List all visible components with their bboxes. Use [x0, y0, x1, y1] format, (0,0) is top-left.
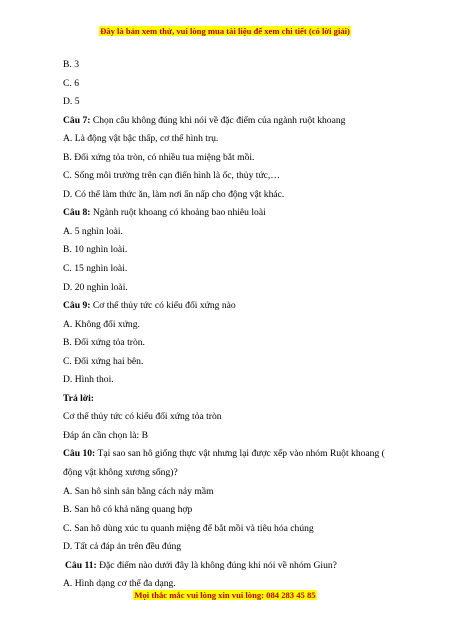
- line-text: B. San hô có khả năng quang hợp: [63, 504, 193, 516]
- question-label: Câu 7:: [63, 114, 91, 126]
- line-text: C. Đối xứng hai bên.: [63, 355, 144, 367]
- line-text: C. Sống môi trường trên cạn điển hình là ốc, thủy tức,…: [63, 170, 280, 182]
- text-line: [63, 223, 393, 242]
- question-line: [63, 390, 393, 409]
- text-line: [63, 427, 393, 446]
- text-line: [63, 75, 393, 94]
- question-label: Câu 11:: [65, 559, 97, 571]
- question-label: Trả lời:: [63, 392, 94, 404]
- text-line: [63, 538, 393, 557]
- text-line: [63, 149, 393, 168]
- text-line: [63, 520, 393, 539]
- question-label: Câu 8:: [63, 207, 91, 219]
- line-text: Ngành ruột khoang có khoảng bao nhiêu loài: [90, 207, 266, 219]
- line-text: A. San hô sinh sản bằng cách nảy mầm: [63, 485, 214, 497]
- line-text: D. 20 nghìn loài.: [63, 281, 128, 293]
- line-text: B. Đối xứng tỏa tròn, có nhiều tua miệng bắt mồi.: [63, 151, 255, 163]
- line-text: Đặc điểm nào dưới đây là không đúng khi nói về nhóm Giun?: [96, 559, 337, 571]
- line-text: Tại sao san hô giống thực vật nhưng lại được xếp vào nhóm Ruột khoang ( động vật không xương sống)?: [63, 448, 385, 479]
- question-label: Câu 10:: [63, 448, 96, 460]
- line-text: D. 5: [63, 96, 80, 108]
- line-text: B. Đối xứng tỏa tròn.: [63, 337, 145, 349]
- line-text: D. Hình thoi.: [63, 374, 114, 386]
- line-text: B. 10 nghìn loài.: [63, 244, 128, 256]
- line-text: Chọn câu không đúng khi nói về đặc điểm của ngành ruột khoang: [90, 114, 346, 126]
- text-line: [63, 241, 393, 260]
- line-text: C. San hô dùng xúc tu quanh miệng để bắt mồi và tiêu hóa chúng: [63, 522, 314, 534]
- text-line: [63, 483, 393, 502]
- line-text: Cơ thể thủy tức có kiểu đối xứng nào: [90, 300, 236, 312]
- text-line: [63, 130, 393, 149]
- document-body: [63, 56, 393, 594]
- line-text: Đáp án cần chọn là: B: [63, 429, 148, 441]
- header-banner: [0, 26, 450, 36]
- line-text: D. Có thể làm thức ăn, làm nơi ẩn nấp cho động vật khác.: [63, 188, 285, 200]
- footer-banner-text: Mọi thắc mắc vui lòng xin vui lòng: 084 283 45 85: [134, 590, 316, 600]
- text-line: [63, 316, 393, 335]
- text-line: [63, 371, 393, 390]
- footer-banner: [0, 590, 450, 600]
- text-line: [63, 408, 393, 427]
- text-line: [63, 334, 393, 353]
- question-line: [63, 112, 393, 131]
- text-line: [63, 353, 393, 372]
- line-text: A. Hình dạng cơ thể đa dạng.: [63, 578, 176, 590]
- question-line: [63, 297, 393, 316]
- line-text: B. 3: [63, 59, 79, 70]
- line-text: A. Là động vật bậc thấp, cơ thể hình trụ.: [63, 133, 219, 145]
- question-line: [63, 445, 393, 482]
- text-line: [63, 186, 393, 205]
- text-line: [63, 260, 393, 279]
- line-text: D. Tất cả đáp án trên đều đúng: [63, 541, 182, 553]
- question-label: Câu 9:: [63, 300, 91, 312]
- text-line: [63, 93, 393, 112]
- text-line: [63, 56, 393, 75]
- line-text: A. 5 nghìn loài.: [63, 225, 123, 237]
- text-line: [63, 279, 393, 298]
- question-line: [63, 204, 393, 223]
- text-line: [63, 501, 393, 520]
- line-text: C. 6: [63, 77, 79, 89]
- line-text: Cơ thể thủy tức có kiểu đối xứng tỏa tròn: [63, 411, 222, 423]
- question-line: [63, 557, 393, 576]
- line-text: C. 15 nghìn loài.: [63, 263, 128, 275]
- text-line: [63, 167, 393, 186]
- line-text: A. Không đối xứng.: [63, 318, 140, 330]
- header-banner-text: Đây là bản xem thử, vui lòng mua tài liệu để xem chi tiết (có lời giải): [100, 26, 350, 36]
